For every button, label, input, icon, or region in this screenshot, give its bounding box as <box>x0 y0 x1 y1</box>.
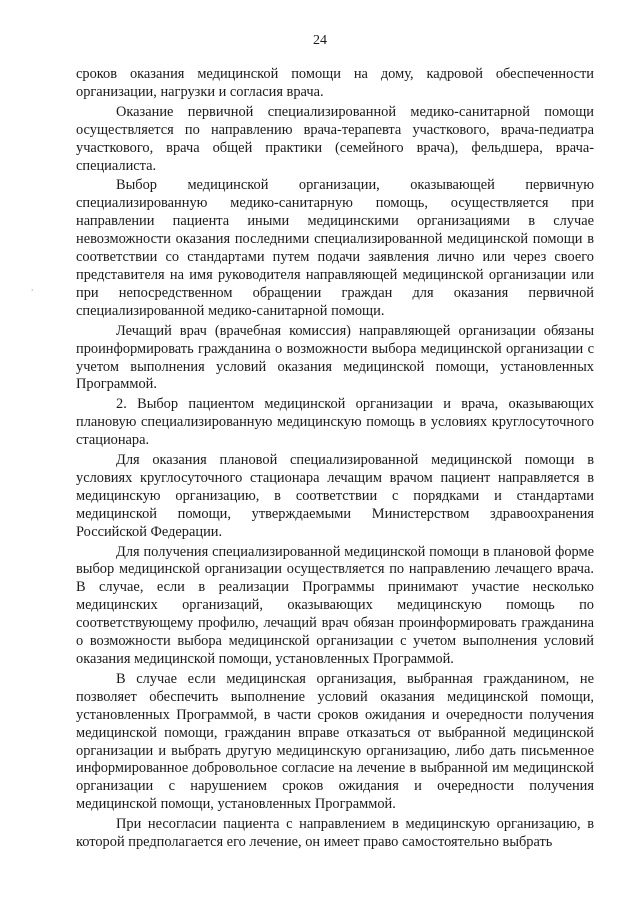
paragraph: При несогласии пациента с направлением в медицинскую организацию, в которой предполагается его лечение, он имеет право самостоятельно выбрать <box>76 816 594 851</box>
paragraph: Для оказания плановой специализированной медицинской помощи в условиях круглосуточного стационара лечащим врачом пациент направляется в медицинскую организацию, в соответствии с порядками и стандартами медицинской помощи, утверждаемыми Министерством здравоохранения Российской Федерации. <box>76 452 594 540</box>
paragraph-continuation: сроков оказания медицинской помощи на дому, кадровой обеспеченности организации, нагрузки и согласия врача. <box>76 66 594 100</box>
paragraph: Выбор медицинской организации, оказывающей первичную специализированную медико-санитарную помощь, осуществляется при направлении пациента иными медицинскими организациями в случае невозможности оказания последними специализированной медицинской помощи в соответствии со стандартами путем подачи заявления лично или через своего представителя на имя руководителя направляющей медицинской организации или при непосредственном обращении граждан для оказания первичной специализированной медико-санитарной помощи. <box>76 177 594 319</box>
page-number: 24 <box>313 33 327 48</box>
paragraph: Лечащий врач (врачебная комиссия) направляющей организации обязаны проинформировать гражданина о возможности выбора медицинской организации с учетом выполнения условий оказания медицинской помощи, установленных Программой. <box>76 322 594 393</box>
margin-scan-mark: , <box>31 282 34 293</box>
paragraph: Для получения специализированной медицинской помощи в плановой форме выбор медицинской организации осуществляется по направлению лечащего врача. В случае, если в реализации Программы принимают участие несколько медицинских организаций, оказывающих медицинскую помощь по соответствующему профилю, лечащий врач обязан проинформировать гражданина о возможности выбора медицинской организации с учетом выполнения условий оказания медицинской помощи, установленных Программой. <box>76 543 594 667</box>
paragraph: В случае если медицинская организация, выбранная гражданином, не позволяет обеспечить выполнение условий оказания медицинской помощи, установленных Программой, в части сроков ожидания и очередности получения медицинской помощи, гражданин вправе отказаться от выбранной медицинской организации и выбрать другую медицинскую организацию, либо дать письменное информированное добровольное согласие на лечение в выбранной им медицинской организации с нарушением сроков ожидания и очередности получения медицинской помощи, установленных Программой. <box>76 670 594 813</box>
paragraph: Оказание первичной специализированной медико-санитарной помощи осуществляется по направлению врача-терапевта участкового, врача-педиатра участкового, врача общей практики (семейного врача), фельдшера, врача-специалиста. <box>76 103 594 174</box>
document-body <box>76 66 594 852</box>
section-heading-paragraph: 2. Выбор пациентом медицинской организации и врача, оказывающих плановую специализированную медицинскую помощь в условиях круглосуточного стационара. <box>76 396 594 449</box>
